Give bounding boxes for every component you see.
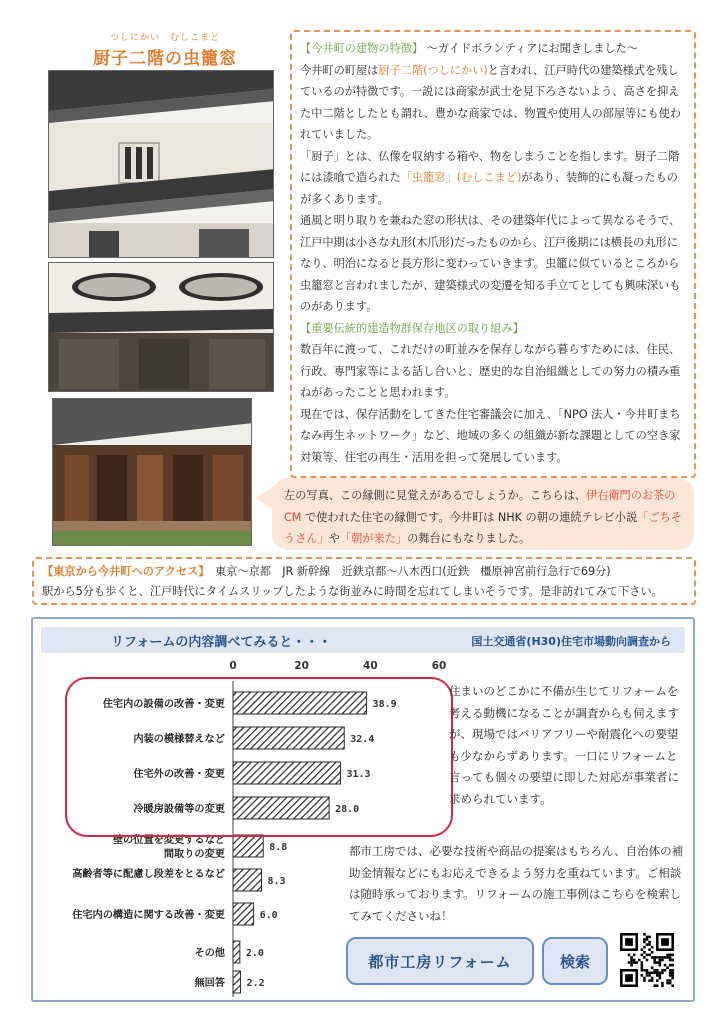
heading-features-sub: ～ガイドボランティアにお聞きしました～ xyxy=(426,42,638,55)
bar-value-label: 2.2 xyxy=(246,978,265,989)
photo-title-main: 厨子二階の虫籠窓 xyxy=(93,49,237,69)
reform-panel xyxy=(31,617,695,1002)
bubble-text-d: の舞台にもなりました。 xyxy=(407,532,531,545)
p2-text-a: 「厨子」とは、仏像を収納する箱や、物をしまうことを指します。厨子二階には漆喰で造られた xyxy=(300,149,680,184)
toshikobo-message: 都市工房では、必要な技術や商品の提案はもちろん、自治体の補助金情報などにもお応えできるよう努力を重ねています。ご相談は随時承っております。リフォームの施工事例はこちらを検索してみてくださいね！ xyxy=(349,844,684,923)
photo-title xyxy=(80,30,250,69)
paragraph-machiya xyxy=(300,60,686,146)
bar-value-label: 2.0 xyxy=(245,948,264,959)
bar-value-label: 28.0 xyxy=(335,804,360,815)
reform-explanation: 住まいのどこかに不備が生じてリフォームを考える動機になることが調査からも伺えますが、現場ではバリアフリーや耐震化への要望も少なからずあります。一口にリフォームと言っても個々の要望に即した対応が事業者に求められています。 xyxy=(449,684,679,806)
photo-oval-windows xyxy=(48,262,274,392)
heading-preservation: 【重要伝統的建造物群保存地区の取り組み】 xyxy=(300,321,524,335)
reform-source: 国土交通省(H30)住宅市場動向調査から xyxy=(471,635,671,648)
category-label: 冷暖房設備等の変更 xyxy=(133,804,225,815)
qr-code-icon[interactable] xyxy=(620,933,674,987)
photo-title-ruby: つしにかい むしこまど xyxy=(109,33,220,43)
bar xyxy=(233,903,254,925)
section-heading-features xyxy=(300,38,686,60)
x-tick-label: 20 xyxy=(294,660,309,672)
x-tick-label: 0 xyxy=(229,660,237,672)
paragraph-current-activities: 現在では、保存活動をしてきた住宅審議会に加え、「NPO 法人・今井町まちなみ再生ネットワーク」など、地域の多くの組織が新な課題としての空き家対策等、住宅の再生・活用を担って発展しています。 xyxy=(300,407,681,464)
bar-value-label: 6.0 xyxy=(259,910,278,921)
bar xyxy=(233,941,240,963)
engawa-bubble xyxy=(272,478,694,550)
search-term-box[interactable]: 都市工房リフォーム xyxy=(346,937,534,985)
bubble-highlight-asagakita: 「朝が来た」 xyxy=(339,532,408,545)
photo-engawa xyxy=(52,398,252,546)
category-label: 無回答 xyxy=(194,978,225,989)
bar-value-label: 38.9 xyxy=(372,699,397,710)
bar-value-label: 31.3 xyxy=(346,769,371,780)
bar-value-label: 8.3 xyxy=(267,876,286,887)
access-label: 【東京から今井町へのアクセス】 xyxy=(42,565,204,578)
paragraph-zushi xyxy=(300,146,686,211)
p1-text-a: 今井町の町屋は xyxy=(300,63,379,77)
p2-highlight: 「虫籠窓」(むしこまど) xyxy=(400,171,522,184)
bubble-highlight-cm: 伊右衛門のお茶の CM xyxy=(284,489,676,524)
x-tick-label: 40 xyxy=(363,660,378,672)
bar-value-label: 8.8 xyxy=(269,842,288,853)
paragraph-preservation: 数百年に渡って、これだけの町並みを保存しながら暮らすためには、住民、行政、専門家等による話し合いと、歴史的な自治組織としての努力の積み重ねがあったことと思われます。 xyxy=(300,343,681,399)
bar-value-label: 32.4 xyxy=(350,734,375,745)
category-label: その他 xyxy=(194,948,225,959)
p1-highlight: 厨子二階(つしにかい) xyxy=(378,63,488,77)
search-button[interactable]: 検索 xyxy=(542,937,608,985)
town-features-box xyxy=(290,30,696,478)
paragraph-window-shapes: 通風と明り取りを兼ねた窓の形状は、その建築年代によって異なるそうで、江戸中期は小さな丸形(木爪形)だったものから、江戸後期には横長の丸形になり、明治になると長方形に変わっていきます。虫籠に似ているところから虫籠窓と言われましたが、建築様式の変遷を知る手立てとしても興味深いものがあります。 xyxy=(300,214,681,313)
access-line-1 xyxy=(42,562,686,582)
top-items-highlight xyxy=(65,677,453,837)
bubble-text-b: で使われた住宅の縁側です。今井町は NHK の朝の連続テレビ小説 xyxy=(301,510,638,524)
bubble-highlight-gochisousan: 「ごちそうさん」 xyxy=(284,510,682,545)
access-line-2: 駅から5分も歩くと、江戸時代にタイムスリップしたような街並みに時間を忘れてしまいそうです。是非訪れてみて下さい。 xyxy=(42,585,663,598)
bar xyxy=(233,869,261,891)
x-tick-label: 60 xyxy=(431,660,447,672)
p1-text-b: と言われ、江戸時代の建築様式を残しているのが特徴です。一説には商家が武士を見下ろさないよう、高さを抑えた中二階としたとも謂れ、豊かな商家では、物置や使用人の部屋等にも使われていました。 xyxy=(300,63,682,141)
category-label: 内装の模様替えなど xyxy=(133,734,225,745)
photo-mushiko-window xyxy=(48,70,274,258)
access-route: 東京～京都 JR 新幹線 近鉄京都～八木西口(近鉄 橿原神宮前行急行で69分) xyxy=(203,565,611,578)
reform-title: リフォームの内容調べてみると・・・ xyxy=(111,635,332,650)
category-label: 住宅内の設備の改善・変更 xyxy=(102,699,225,710)
bar xyxy=(233,971,241,993)
category-label: 高齢者等に配慮し段差をとるなど xyxy=(72,869,225,880)
p2-text-b: があり、装飾的にも凝ったものが多くあります。 xyxy=(300,171,678,206)
heading-features: 【今井町の建物の特徴】 xyxy=(300,42,424,55)
category-label: 壁の位置を変更するなど間取りの変更 xyxy=(112,835,225,860)
bar xyxy=(233,835,263,857)
category-label: 住宅外の改善・変更 xyxy=(133,769,225,780)
access-box xyxy=(32,557,696,605)
bubble-text-a: 左の写真、この縁側に見覚えがあるでしょうか。こちらは、 xyxy=(284,489,586,502)
category-label: 住宅内の構造に関する改善・変更 xyxy=(72,910,225,921)
bubble-text-c: や xyxy=(328,532,340,545)
